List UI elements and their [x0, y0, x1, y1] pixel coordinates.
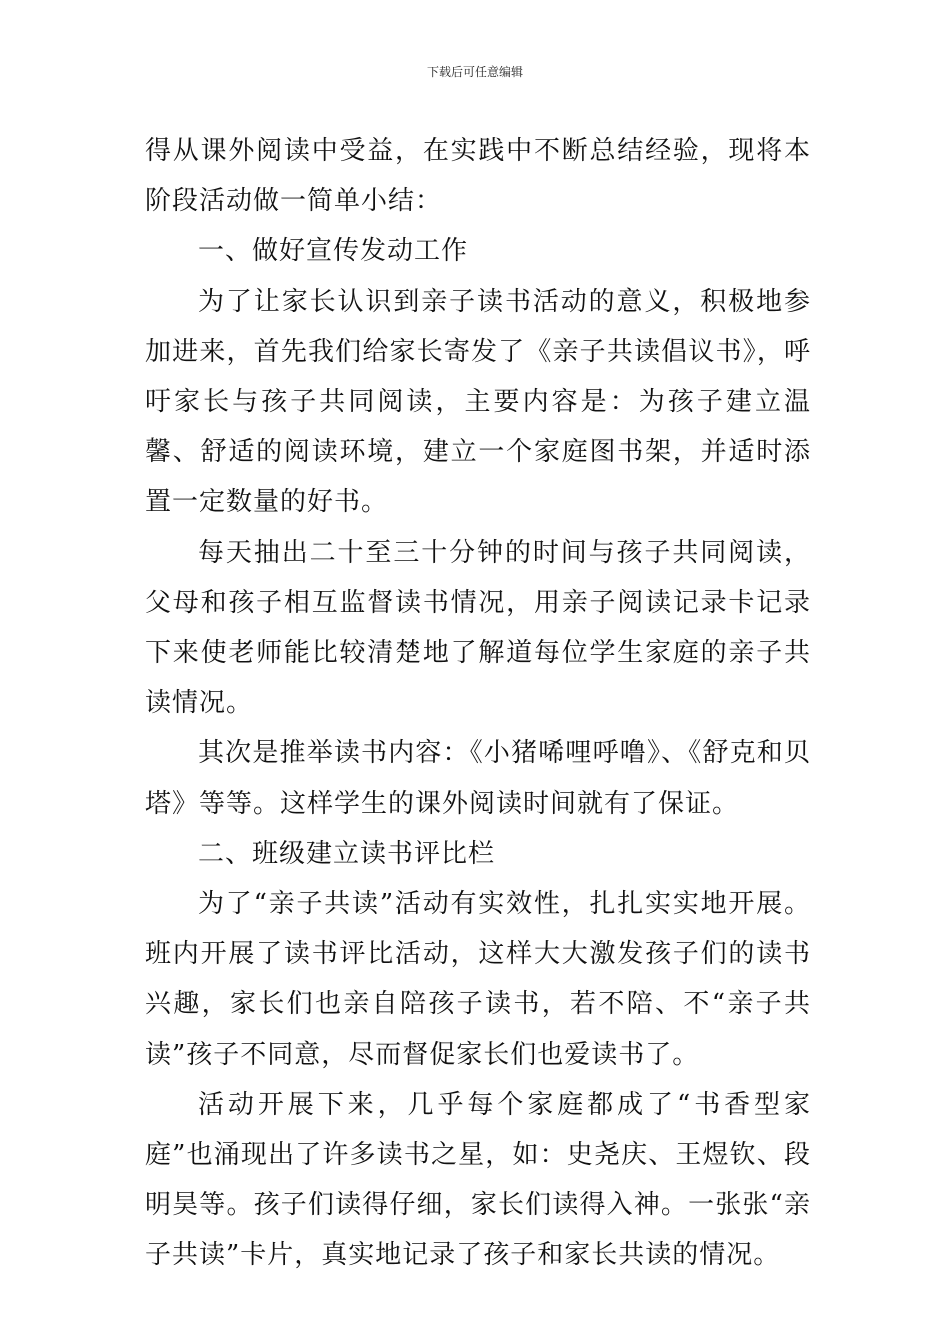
body-paragraph: 其次是推举读书内容：《小猪唏哩呼噜》、《舒克和贝塔》等等。这样学生的课外阅读时间就有了保证。	[145, 738, 811, 819]
body-paragraph: 为了让家长认识到亲子读书活动的意义，积极地参加进来，首先我们给家长寄发了《亲子共读倡议书》，呼吁家长与孩子共同阅读，主要内容是：为孩子建立温馨、舒适的阅读环境，建立一个家庭图书架，并适时添置一定数量的好书。	[145, 286, 811, 518]
document-body	[145, 126, 811, 1281]
body-paragraph: 得从课外阅读中受益，在实践中不断总结经验，现将本阶段活动做一简单小结：	[145, 136, 811, 217]
body-paragraph: 活动开展下来，几乎每个家庭都成了“书香型家庭”也涌现出了许多读书之星，如：史尧庆、王煜钦、段明昊等。孩子们读得仔细，家长们读得入神。一张张“亲子共读”卡片，真实地记录了孩子和家长共读的情况。	[145, 1089, 811, 1271]
page-header: 下载后可任意编辑	[426, 65, 523, 79]
section-heading: 一、做好宣传发动工作	[198, 236, 469, 267]
body-paragraph: 为了“亲子共读”活动有实效性，扎扎实实地开展。班内开展了读书评比活动，这样大大激发孩子们的读书兴趣，家长们也亲自陪孩子读书，若不陪、不“亲子共读”孩子不同意，尽而督促家长们也爱读书了。	[145, 889, 811, 1070]
body-paragraph: 每天抽出二十至三十分钟的时间与孩子共同阅读，父母和孩子相互监督读书情况，用亲子阅读记录卡记录下来使老师能比较清楚地了解道每位学生家庭的亲子共读情况。	[145, 537, 811, 719]
section-heading: 二、班级建立读书评比栏	[198, 838, 496, 869]
